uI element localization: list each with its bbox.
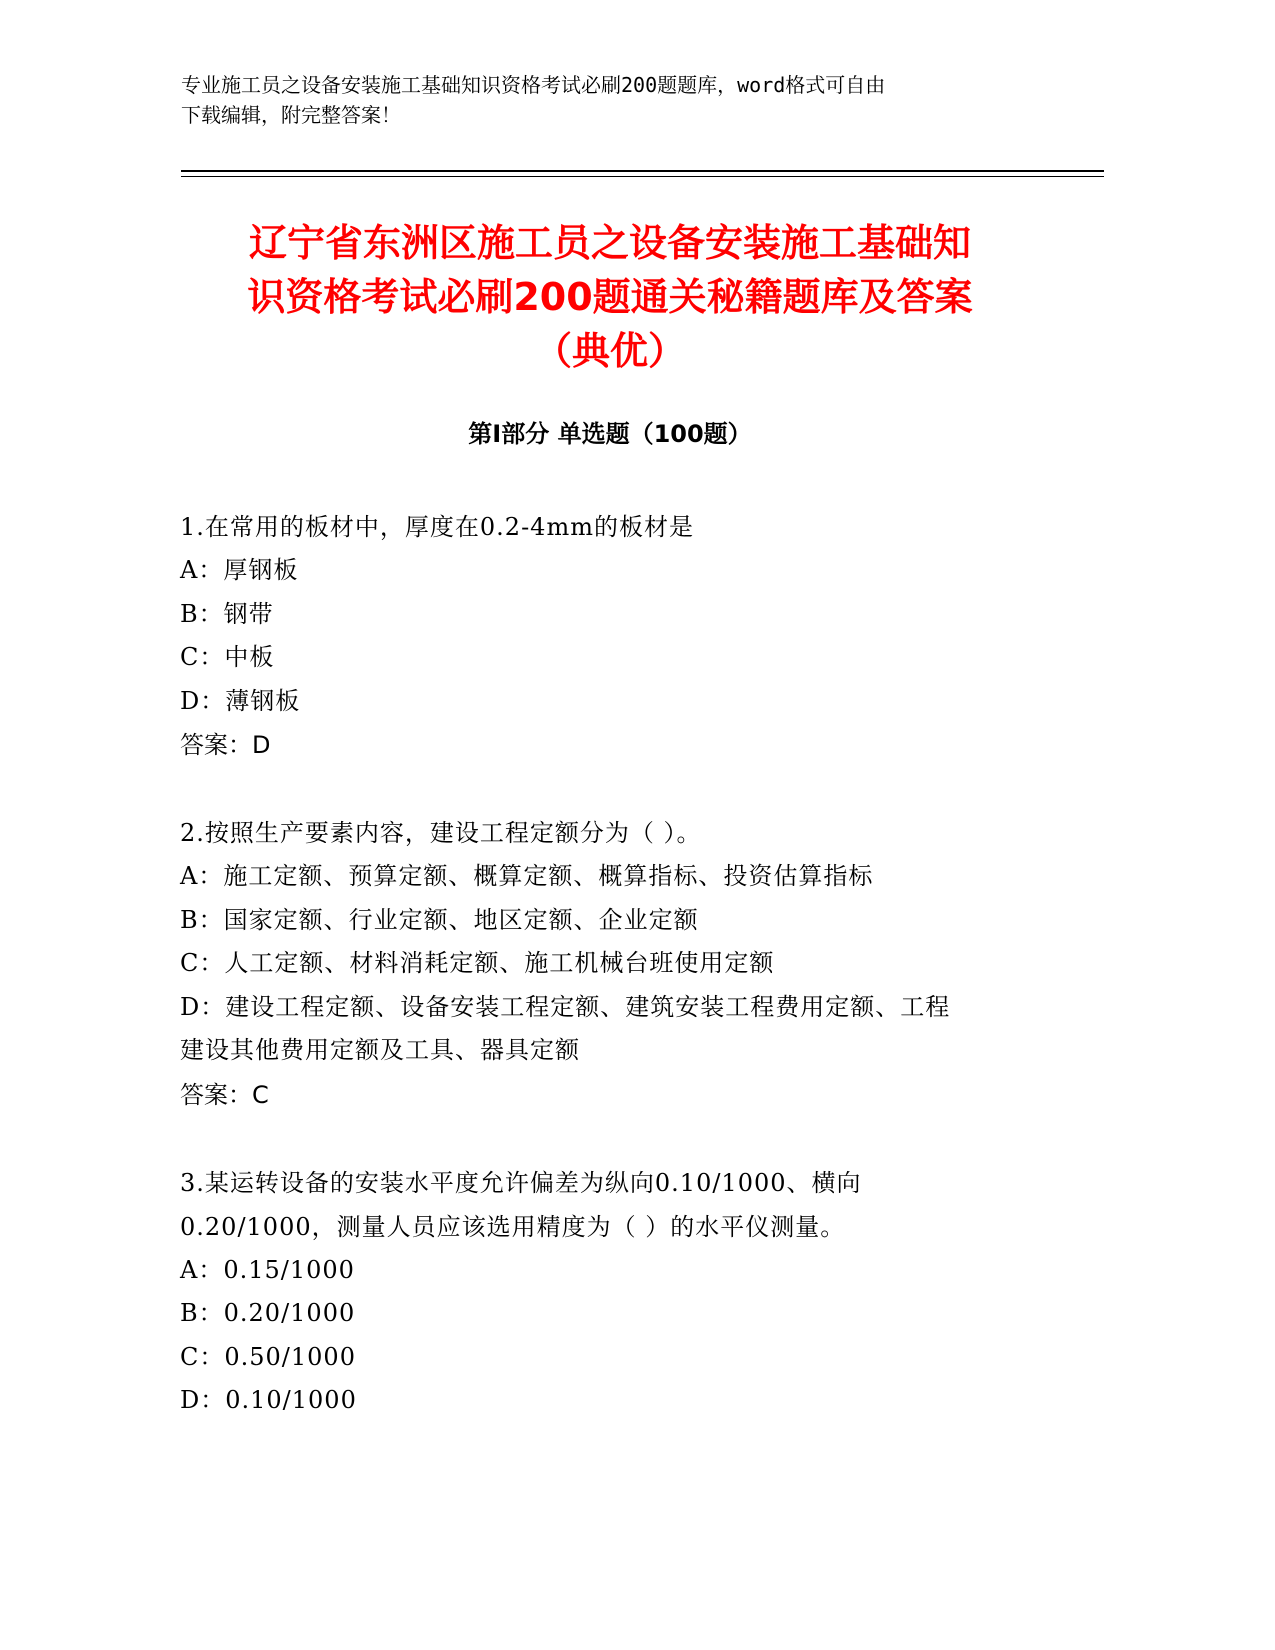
- option-b: B：0.20/1000: [180, 1299, 356, 1327]
- option-a: A：施工定额、预算定额、概算定额、概算指标、投资估算指标: [180, 862, 874, 890]
- document-title-line-2: 识资格考试必刷200题通关秘籍题库及答案: [247, 275, 973, 319]
- option-d: D：0.10/1000: [180, 1386, 357, 1414]
- option-b: B：国家定额、行业定额、地区定额、企业定额: [180, 905, 699, 934]
- question-stem: 3.某运转设备的安装水平度允许偏差为纵向0.10/1000、横向: [180, 1168, 862, 1197]
- option-c: C：人工定额、材料消耗定额、施工机械台班使用定额: [180, 949, 775, 977]
- document-title-line-3: （典优）: [533, 329, 686, 373]
- answer-value: C: [252, 1080, 269, 1109]
- question-3: [180, 1161, 1050, 1423]
- header-divider-thick: [181, 170, 1104, 172]
- question-list: [180, 505, 1050, 1467]
- answer: [180, 1073, 1050, 1117]
- option-a: A：厚钢板: [180, 556, 299, 584]
- question-2: [180, 811, 1050, 1117]
- header-note-line-1: 专业施工员之设备安装施工基础知识资格考试必刷200题题库，word格式可自由: [181, 73, 886, 97]
- header-note-line-2: 下载编辑，附完整答案！: [181, 103, 401, 127]
- option-c: C：0.50/1000: [180, 1342, 356, 1371]
- header-divider-thin: [181, 176, 1104, 177]
- answer-value: D: [252, 731, 271, 759]
- question-stem-continued: 0.20/1000，测量人员应该选用精度为（ ）的水平仪测量。: [180, 1212, 846, 1241]
- option-d: D：建设工程定额、设备安装工程定额、建筑安装工程费用定额、工程: [180, 992, 951, 1021]
- question-1: [180, 505, 1050, 767]
- section-heading: 第Ⅰ部分 单选题（100题）: [468, 420, 752, 448]
- question-stem: 1.在常用的板材中，厚度在0.2-4mm的板材是: [180, 513, 694, 541]
- option-d: D：薄钢板: [180, 686, 301, 715]
- document-title: [150, 216, 1070, 378]
- document-title-line-1: 辽宁省东洲区施工员之设备安装施工基础知: [248, 221, 971, 265]
- option-b: B：钢带: [180, 599, 274, 628]
- option-c: C：中板: [180, 643, 275, 671]
- option-d-continued: 建设其他费用定额及工具、器具定额: [180, 1036, 580, 1064]
- option-a: A：0.15/1000: [180, 1255, 355, 1284]
- answer: [180, 723, 1050, 767]
- answer-label: 答案：: [180, 1080, 252, 1109]
- header-note: [181, 70, 1041, 130]
- question-stem: 2.按照生产要素内容，建设工程定额分为（ ）。: [180, 819, 702, 847]
- answer-label: 答案：: [180, 731, 252, 759]
